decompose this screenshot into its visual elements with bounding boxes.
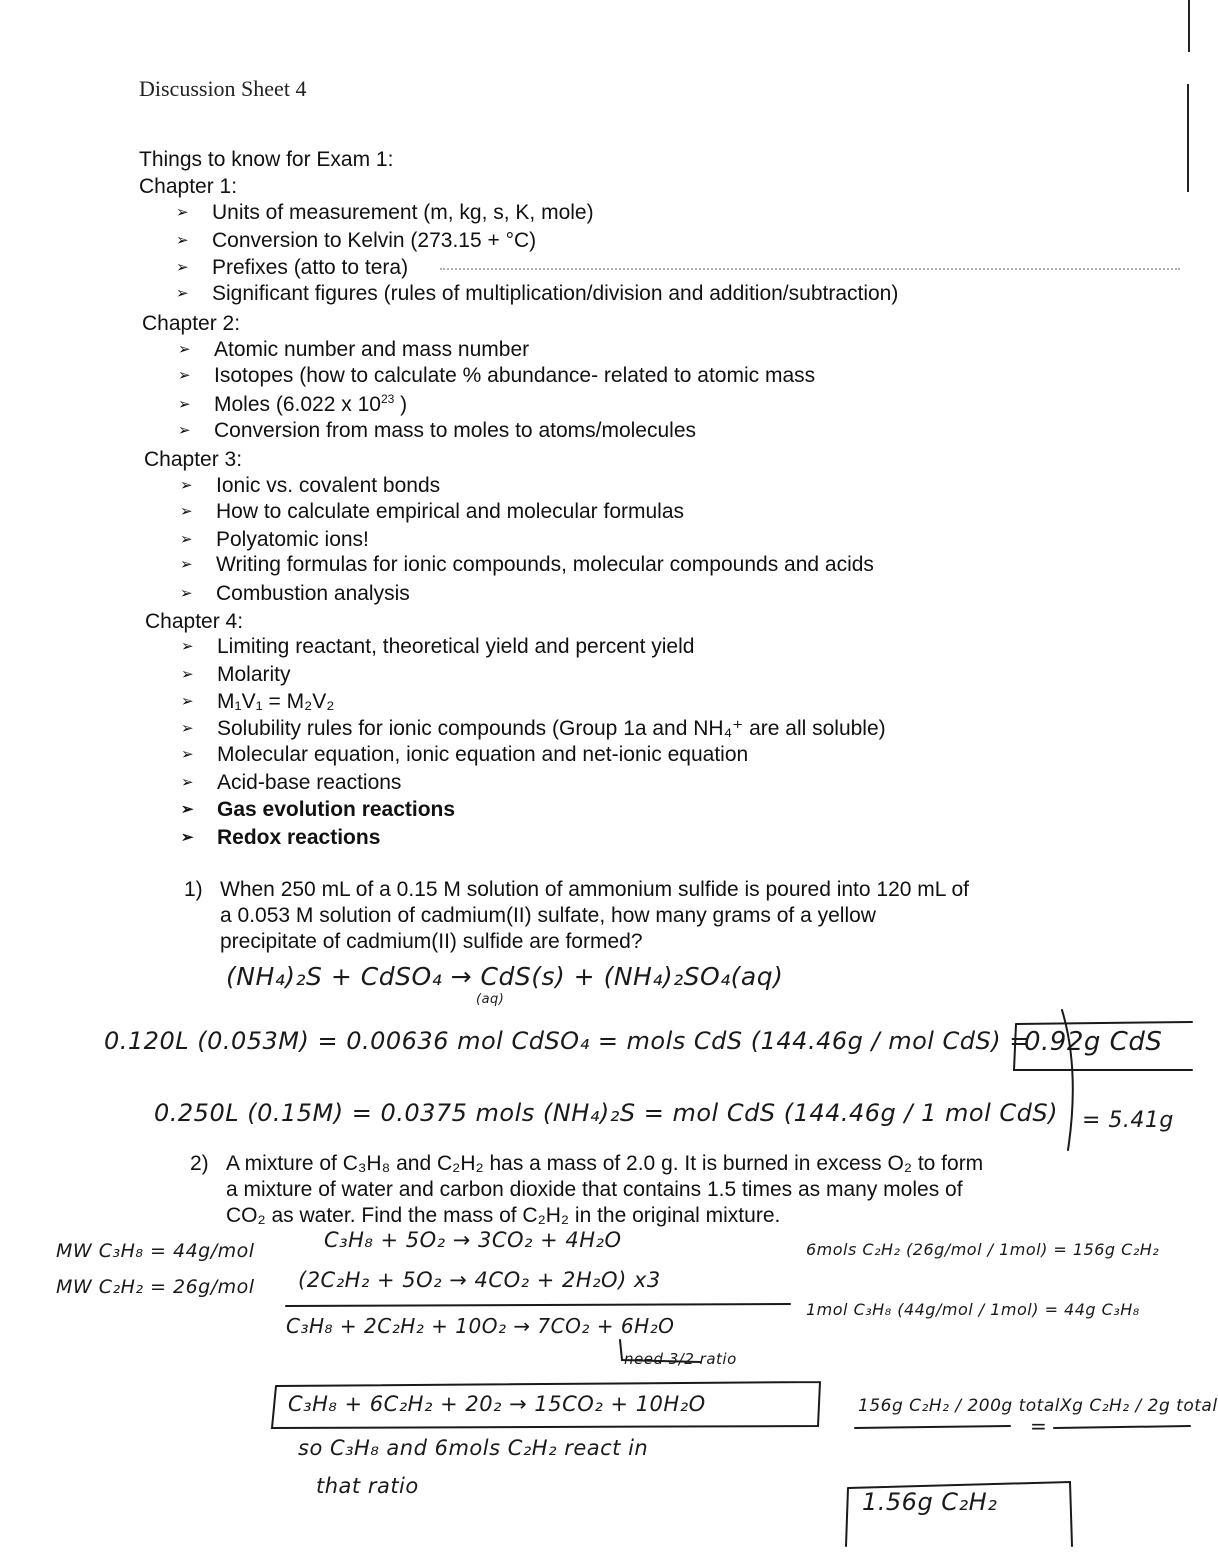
arrow-bullet-icon: ➢: [178, 396, 191, 413]
arrow-bullet-icon: ➢: [181, 774, 194, 791]
handwritten-conclusion: that ratio: [316, 1474, 419, 1498]
fraction-line: [1054, 1426, 1190, 1428]
list-item: ➢ Polyatomic ions!: [180, 528, 369, 551]
handwritten-calc-line: 0.250L (0.15M) = 0.0375 mols (NH₄)₂S = mol CdS (144.46g / 1 mol CdS): [154, 1099, 1058, 1127]
handwritten-equation: (NH₄)₂S + CdSO₄ → CdS(s) + (NH₄)₂SO₄(aq): [226, 962, 784, 991]
arrow-bullet-icon: ➢: [178, 422, 191, 439]
arrow-bullet-icon: ➢: [181, 638, 194, 655]
arrow-bullet-icon: ➢: [180, 585, 193, 602]
arrow-bullet-icon: ➢: [178, 341, 191, 358]
bracket-stroke: [1062, 1010, 1073, 1150]
chapter-3-heading: Chapter 3:: [144, 448, 243, 471]
arrow-bullet-icon: ➢: [176, 285, 189, 302]
fraction-line: [855, 1426, 1010, 1428]
handwritten-equation-boxed: C₃H₈ + 6C₂H₂ + 20₂ → 15CO₂ + 10H₂O: [288, 1392, 706, 1416]
arrow-bullet-icon: ➢: [180, 556, 193, 573]
problem-number: 1): [184, 878, 203, 901]
list-item: ➢ Limiting reactant, theoretical yield and percent yield: [181, 635, 695, 658]
handwritten-aq-label: (aq): [476, 992, 505, 1007]
problem-line: CO₂ as water. Find the mass of C₂H₂ in the original mixture.: [226, 1204, 781, 1227]
arrow-bullet-icon: ➢: [181, 666, 194, 683]
pen-strokes: [272, 1010, 1192, 1546]
list-item: ➢ Molecular equation, ionic equation and net-ionic equation: [181, 743, 749, 766]
handwritten-equation: C₃H₈ + 2C₂H₂ + 10O₂ → 7CO₂ + 6H₂O: [286, 1314, 675, 1338]
arrow-bullet-icon: ➢: [180, 531, 193, 548]
arrow-bullet-icon: ➢: [181, 829, 194, 846]
list-item: ➢ Gas evolution reactions: [181, 798, 456, 821]
list-item: ➢ Units of measurement (m, kg, s, K, mole): [176, 201, 594, 224]
arrow-bullet-icon: ➢: [178, 367, 191, 384]
arrow-bullet-icon: ➢: [181, 720, 194, 737]
arrow-bullet-icon: ➢: [176, 259, 189, 276]
chapter-2-heading: Chapter 2:: [142, 312, 241, 335]
handwritten-calc: 6mols C₂H₂ (26g/mol / 1mol) = 156g C₂H₂: [806, 1240, 1160, 1259]
handwritten-mw: MW C₂H₂ = 26g/mol: [56, 1276, 255, 1298]
handwritten-note: need 3/2 ratio: [624, 1350, 737, 1368]
page-title: Discussion Sheet 4: [139, 76, 307, 101]
problem-line: a 0.053 M solution of cadmium(II) sulfate, how many grams of a yellow: [220, 904, 876, 927]
problem-number: 2): [190, 1152, 209, 1175]
handwritten-conclusion: so C₃H₈ and 6mols C₂H₂ react in: [298, 1436, 649, 1460]
handwritten-ratio: 156g C₂H₂ / 200g total: [858, 1396, 1060, 1416]
handwritten-mw: MW C₃H₈ = 44g/mol: [56, 1240, 255, 1262]
list-item: ➢ Combustion analysis: [180, 582, 410, 605]
equation-box: [272, 1382, 820, 1428]
arrow-bullet-icon: ➢: [181, 801, 194, 818]
answer-box-1: [1014, 1022, 1192, 1070]
list-item: ➢ M₁V₁ = M₂V₂: [181, 690, 335, 713]
sum-line: [286, 1304, 790, 1306]
list-item: ➢ Conversion to Kelvin (273.15 + °C): [176, 229, 537, 252]
list-item: ➢ Significant figures (rules of multiplication/division and addition/subtraction): [176, 282, 899, 305]
handwritten-answer: = 5.41g: [1082, 1108, 1174, 1133]
list-item: ➢ Ionic vs. covalent bonds: [180, 474, 441, 497]
list-item: ➢ Isotopes (how to calculate % abundance- related to atomic mass: [178, 364, 816, 387]
handwritten-calc: 1mol C₃H₈ (44g/mol / 1mol) = 44g C₃H₈: [806, 1300, 1140, 1319]
intro-heading: Things to know for Exam 1:: [139, 148, 394, 171]
list-item: ➢ How to calculate empirical and molecular formulas: [180, 500, 685, 523]
handwritten-calc-line: 0.120L (0.053M) = 0.00636 mol CdSO₄ = mols CdS (144.46g / mol CdS) =: [104, 1027, 1030, 1055]
handwritten-answer-boxed: 1.56g C₂H₂: [862, 1488, 998, 1516]
arrow-bullet-icon: ➢: [181, 746, 194, 763]
chapter-1-heading: Chapter 1:: [139, 175, 238, 198]
list-item: ➢ Prefixes (atto to tera): [176, 256, 409, 279]
problem-line: A mixture of C₃H₈ and C₂H₂ has a mass of 2.0 g. It is burned in excess O₂ to form: [226, 1152, 984, 1175]
handwritten-ratio: Xg C₂H₂ / 2g total: [1060, 1396, 1218, 1416]
list-item: ➢ Solubility rules for ionic compounds (Group 1a and NH₄⁺ are all soluble): [181, 717, 886, 740]
note-arrow: [620, 1340, 700, 1362]
handwritten-equation: (2C₂H₂ + 5O₂ → 4CO₂ + 2H₂O) x3: [298, 1268, 661, 1292]
problem-line: precipitate of cadmium(II) sulfide are formed?: [220, 930, 643, 953]
chapter-4-heading: Chapter 4:: [145, 610, 244, 633]
list-item: ➢ Writing formulas for ionic compounds, molecular compounds and acids: [180, 553, 874, 576]
list-item: ➢ Atomic number and mass number: [178, 338, 530, 361]
problem-line: a mixture of water and carbon dioxide that contains 1.5 times as many moles of: [226, 1178, 963, 1201]
problem-line: When 250 mL of a 0.15 M solution of ammonium sulfide is poured into 120 mL of: [220, 878, 970, 901]
list-item: ➢ Conversion from mass to moles to atoms/molecules: [178, 419, 697, 442]
handwritten-equals: =: [1030, 1414, 1048, 1438]
list-item: ➢ Acid-base reactions: [181, 771, 402, 794]
arrow-bullet-icon: ➢: [176, 204, 189, 221]
list-item: ➢ Redox reactions: [181, 826, 381, 849]
arrow-bullet-icon: ➢: [180, 477, 193, 494]
list-item: ➢ Molarity: [181, 663, 291, 686]
handwritten-answer-boxed: 0.92g CdS: [1024, 1027, 1163, 1057]
arrow-bullet-icon: ➢: [181, 693, 194, 710]
list-item: ➢ Moles (6.022 x $10^{23}$ ): [178, 392, 408, 416]
answer-box-2: [846, 1482, 1072, 1546]
handwritten-equation: C₃H₈ + 5O₂ → 3CO₂ + 4H₂O: [324, 1228, 622, 1252]
arrow-bullet-icon: ➢: [176, 232, 189, 249]
arrow-bullet-icon: ➢: [180, 503, 193, 520]
